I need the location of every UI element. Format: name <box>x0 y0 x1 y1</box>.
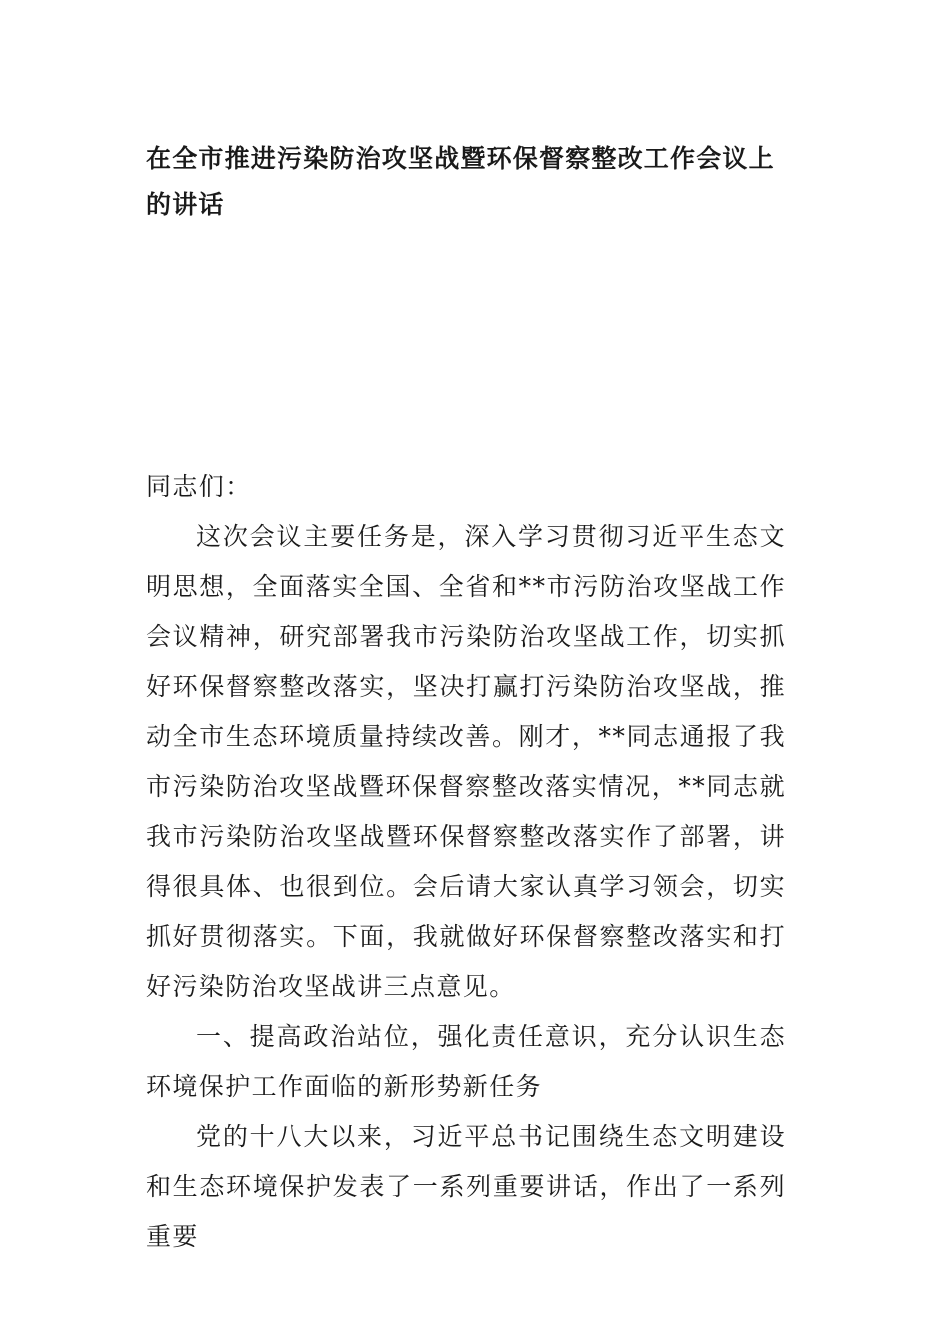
document-title: 在全市推进污染防治攻坚战暨环保督察整改工作会议上的讲话 <box>146 144 775 219</box>
section-heading-1: 一、提高政治站位，强化责任意识，充分认识生态环境保护工作面临的新形势新任务 <box>146 1022 786 1101</box>
salutation: 同志们： <box>146 472 252 501</box>
document-page <box>146 136 786 1262</box>
paragraph-intro: 这次会议主要任务是，深入学习贯彻习近平生态文明思想，全面落实全国、全省和**市污防治攻坚战工作会议精神，研究部署我市污染防治攻坚战工作，切实抓好环保督察整改落实，坚决打赢打污染防治攻坚战，推动全市生态环境质量持续改善。刚才，**同志通报了我市污染防治攻坚战暨环保督察整改落实情况，**同志就我市污染防治攻坚战暨环保督察整改落实作了部署，讲得很具体、也很到位。会后请大家认真学习领会，切实抓好贯彻落实。下面，我就做好环保督察整改落实和打好污染防治攻坚战讲三点意见。 <box>146 522 786 1001</box>
paragraph-section-1: 党的十八大以来，习近平总书记围绕生态文明建设和生态环境保护发表了一系列重要讲话，作出了一系列重要 <box>146 1122 786 1251</box>
title-spacer <box>146 228 786 462</box>
